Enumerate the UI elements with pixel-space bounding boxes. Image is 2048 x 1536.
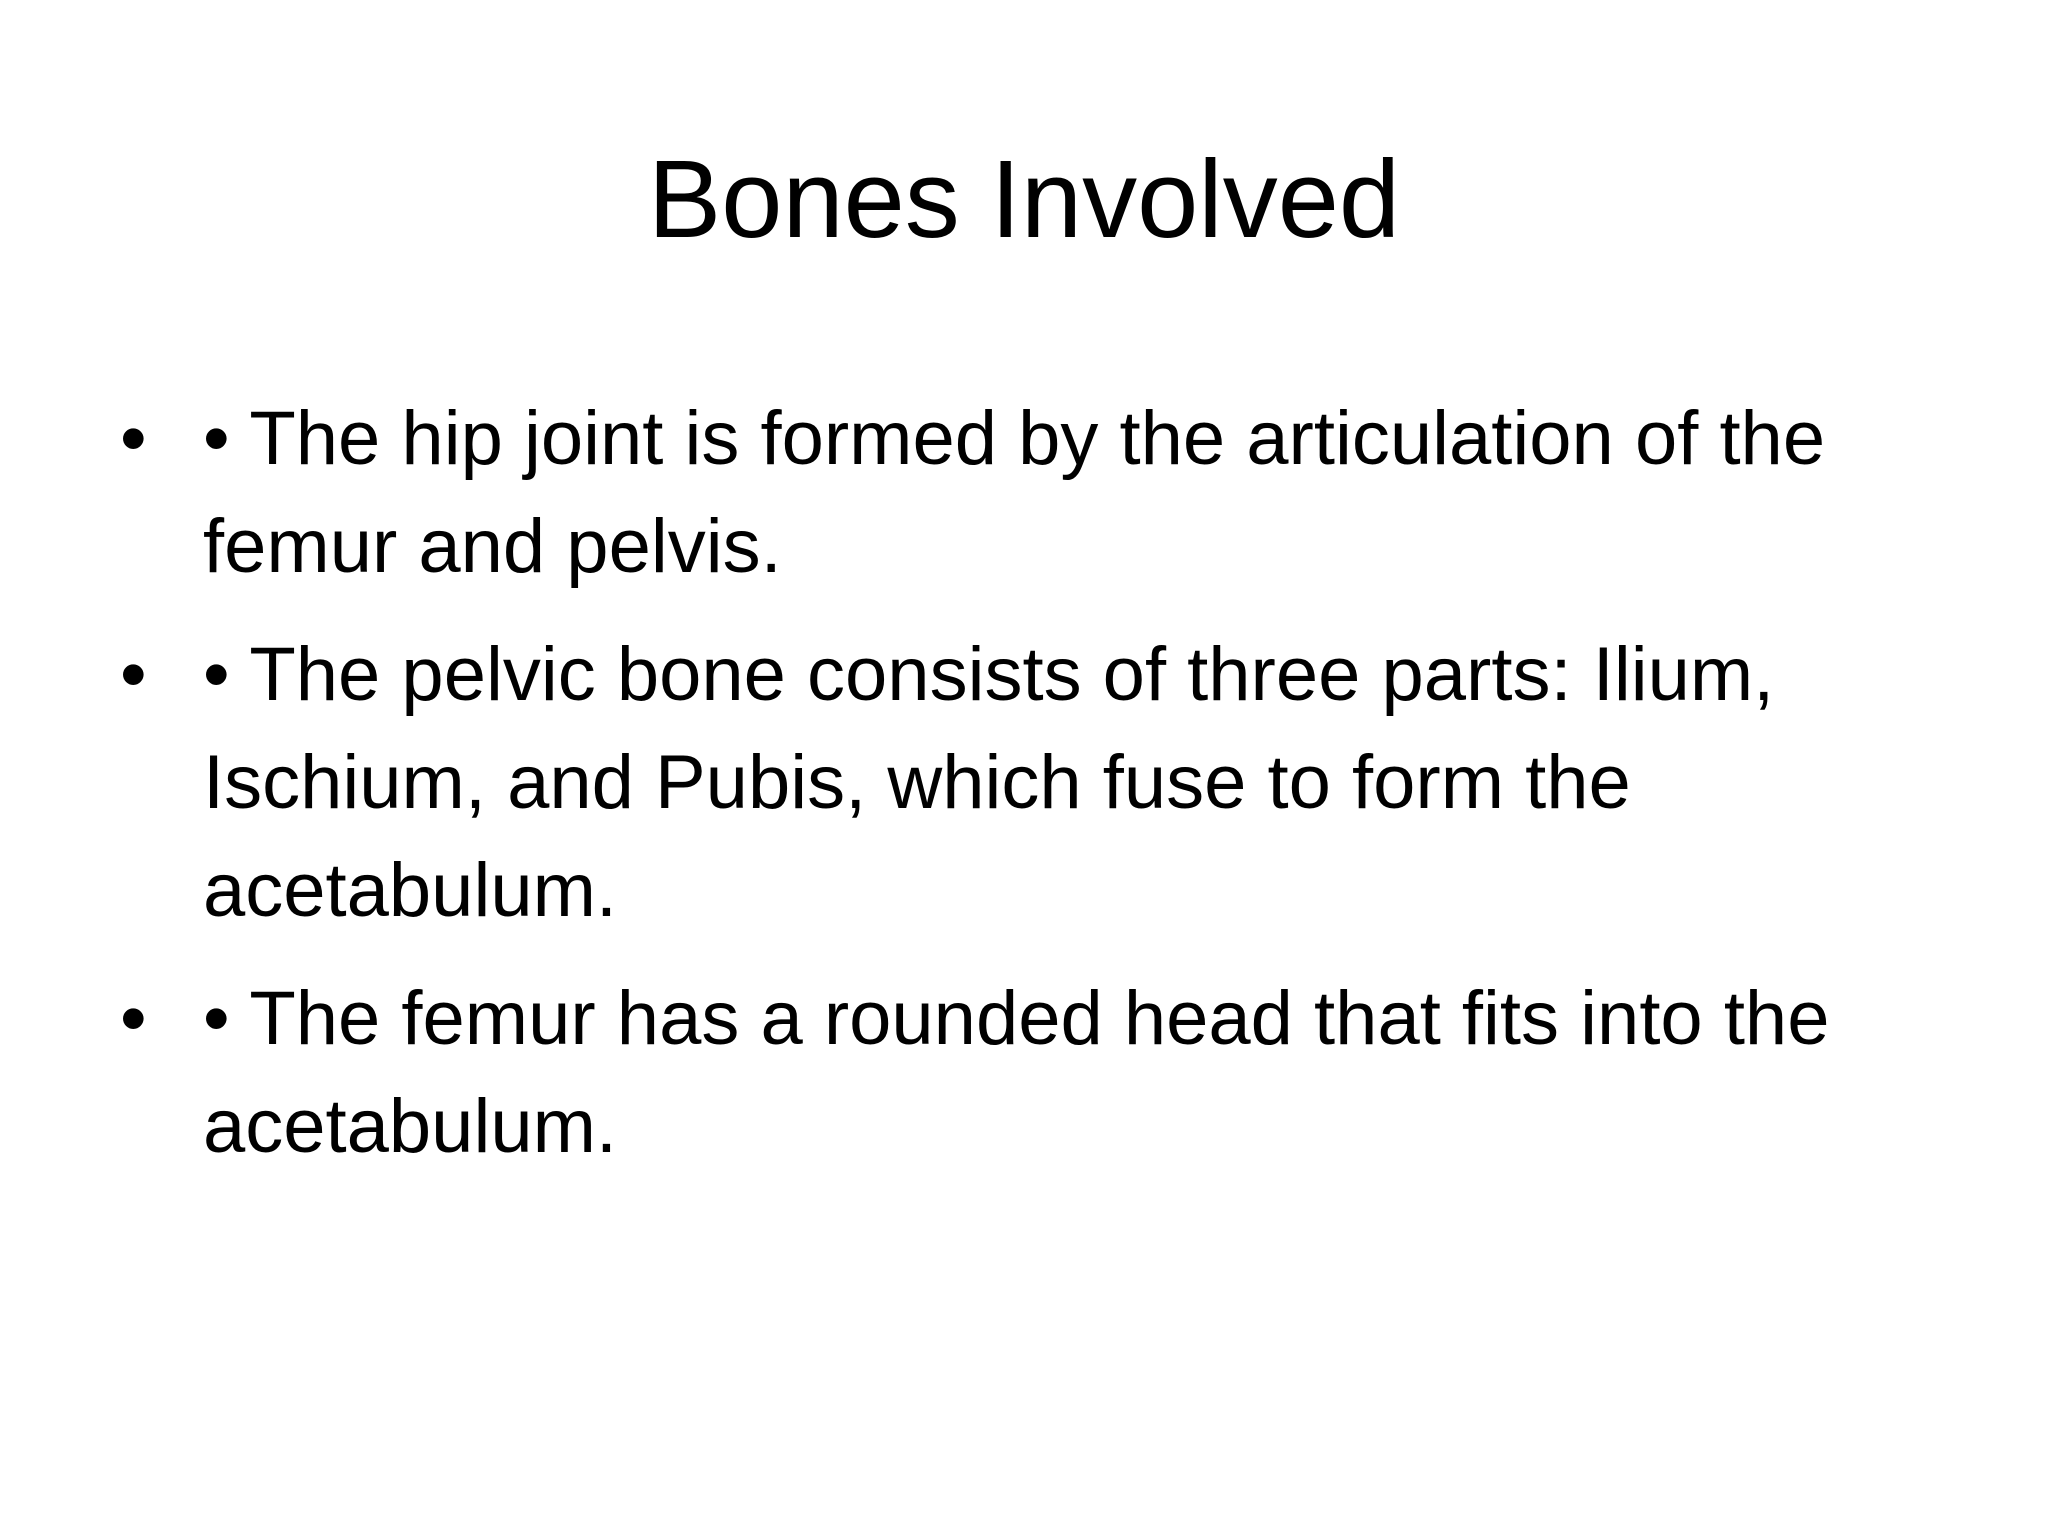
list-item: [120, 621, 1920, 945]
bullet-marker: •: [120, 976, 147, 1061]
slide-title: Bones Involved: [647, 138, 1401, 261]
bullet-marker: •: [120, 632, 147, 717]
bullet-list: [120, 385, 1920, 1201]
bullet-marker: •: [120, 396, 147, 481]
list-item: [120, 385, 1920, 601]
bullet-text: • The hip joint is formed by the articulation of the femur and pelvis.: [203, 396, 1826, 589]
list-item: [120, 965, 1920, 1181]
bullet-text: • The pelvic bone consists of three parts: Ilium, Ischium, and Pubis, which fuse to form the acetabulum.: [203, 632, 1775, 933]
bullet-text: • The femur has a rounded head that fits into the acetabulum.: [203, 976, 1830, 1169]
